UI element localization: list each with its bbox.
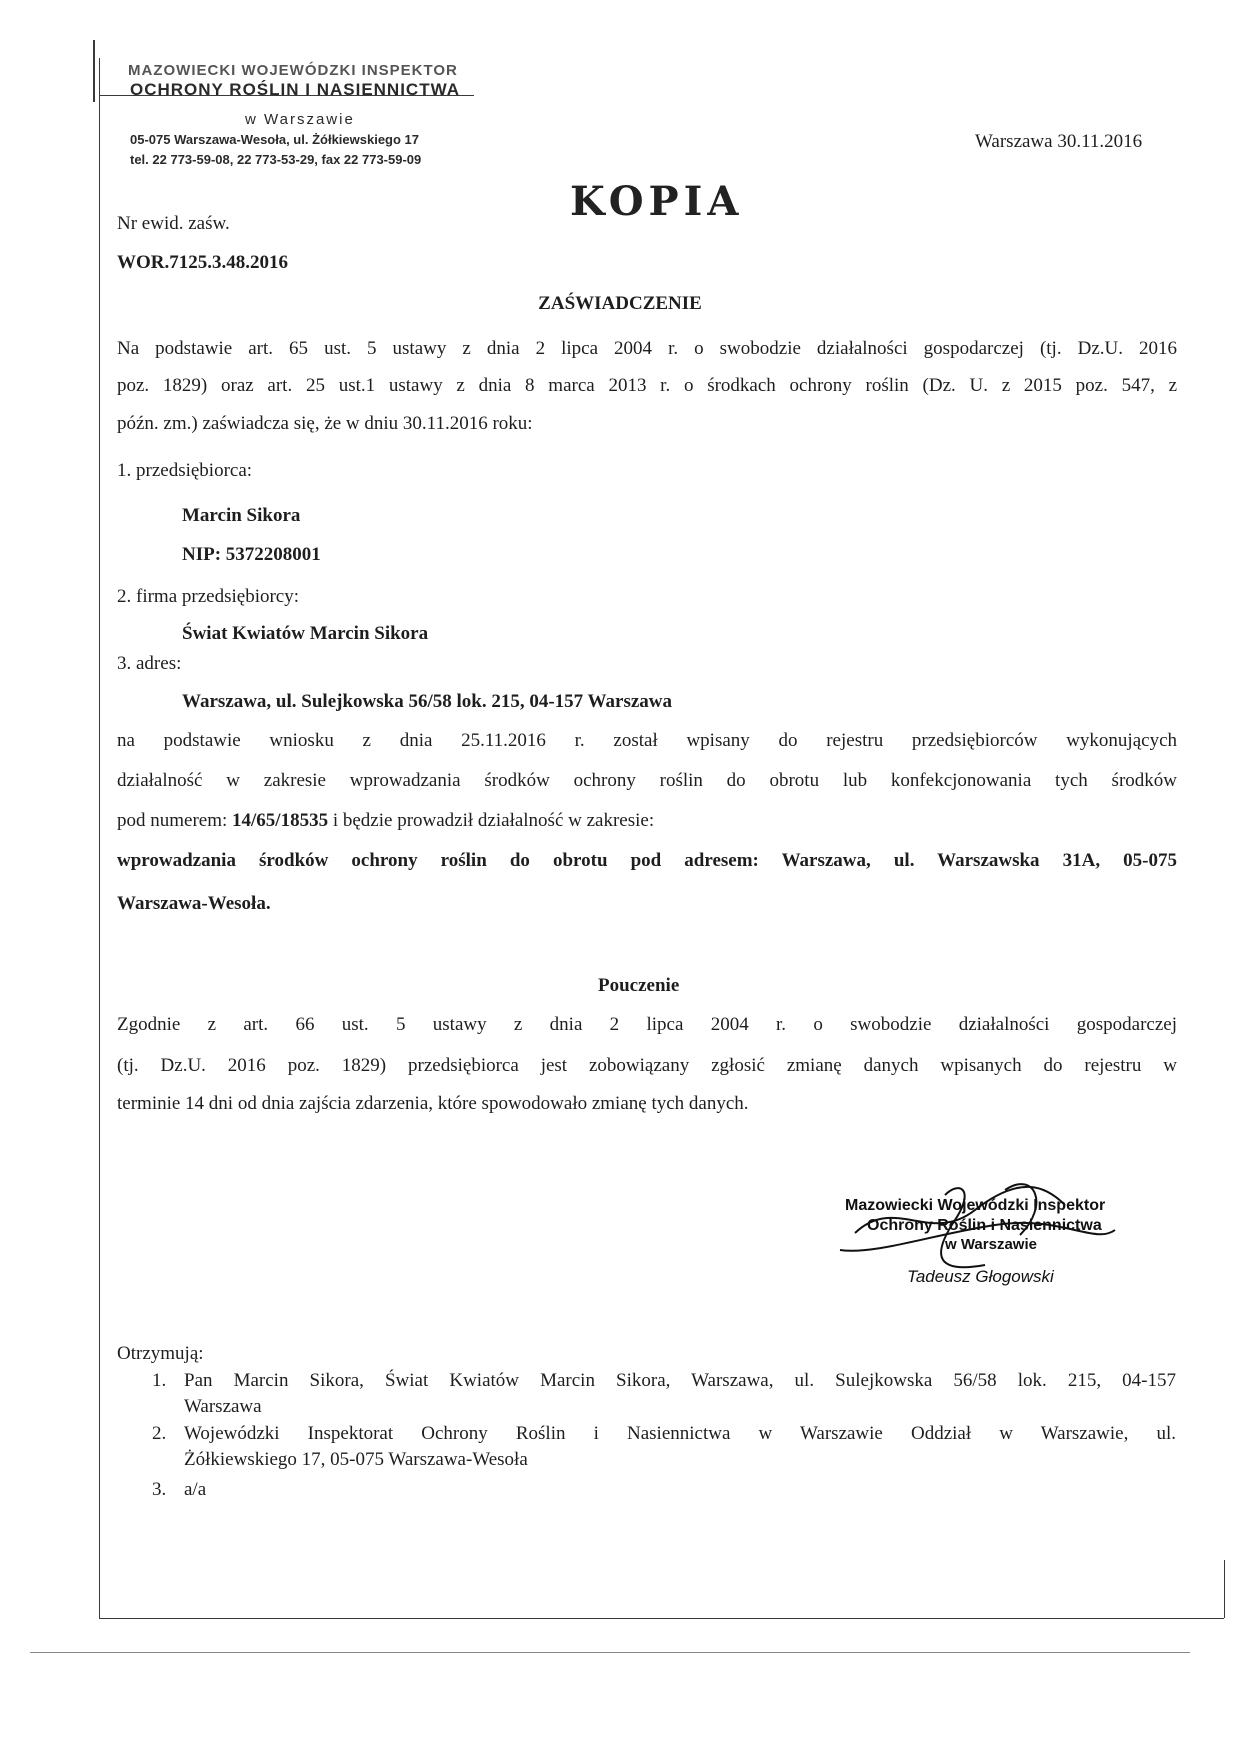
kopia-stamp: KOPIA (570, 178, 744, 225)
body-line-3-suffix: i będzie prowadził działalność w zakresie: (328, 810, 655, 831)
item-3-label: 3. adres: (117, 653, 182, 674)
notice-title: Pouczenie (598, 975, 680, 996)
item-1-label: 1. przedsiębiorca: (117, 460, 253, 481)
document-date: Warszawa 30.11.2016 (975, 131, 1143, 152)
signature-stamp (835, 1175, 1135, 1295)
register-number: 14/65/18535 (232, 810, 329, 831)
recipient-3-line-1: a/a (184, 1479, 207, 1500)
letterhead-line-1: MAZOWIECKI WOJEWÓDZKI INSPEKTOR (128, 62, 458, 79)
scan-bottom-rule (30, 1652, 1190, 1653)
recipient-3-number: 3. (152, 1479, 167, 1500)
body-line-5: Warszawa-Wesoła. (117, 893, 271, 914)
frame-top-left-bar (93, 40, 95, 102)
letterhead-phones: tel. 22 773-59-08, 22 773-53-29, fax 22 773-59-09 (130, 152, 422, 167)
recipient-1-line-1: Pan Marcin Sikora, Świat Kwiatów Marcin Sikora, Warszawa, ul. Sulejkowska 56/58 lok. 215, 04-157 (184, 1370, 1176, 1391)
frame-right-border (1224, 1560, 1225, 1618)
document-title: ZAŚWIADCZENIE (538, 293, 702, 314)
intro-line-3: późn. zm.) zaświadcza się, że w dniu 30.11.2016 roku: (117, 413, 533, 434)
registration-number: WOR.7125.3.48.2016 (117, 252, 288, 273)
signature-line-3: w Warszawie (945, 1236, 1037, 1253)
entrepreneur-name: Marcin Sikora (182, 505, 301, 526)
entrepreneur-address: Warszawa, ul. Sulejkowska 56/58 lok. 215, 04-157 Warszawa (182, 691, 672, 712)
item-2-label: 2. firma przedsiębiorcy: (117, 586, 300, 607)
intro-line-1: Na podstawie art. 65 ust. 5 ustawy z dnia 2 lipca 2004 r. o swobodzie działalności gospodarczej (tj. Dz.U. 2016 (117, 338, 1177, 359)
notice-line-3: terminie 14 dni od dnia zajścia zdarzenia, które spowodowało zmianę tych danych. (117, 1093, 749, 1114)
recipient-1-line-2: Warszawa (184, 1396, 262, 1417)
body-line-3 (117, 810, 654, 833)
recipient-2-line-2: Żółkiewskiego 17, 05-075 Warszawa-Wesoła (184, 1449, 528, 1470)
body-line-4: wprowadzania środków ochrony roślin do obrotu pod adresem: Warszawa, ul. Warszawska 31A, 05-075 (117, 850, 1177, 871)
letterhead-address: 05-075 Warszawa-Wesoła, ul. Żółkiewskiego 17 (130, 132, 420, 147)
entrepreneur-nip: NIP: 5372208001 (182, 544, 321, 565)
frame-bottom-border (99, 1618, 1224, 1619)
signature-line-1: Mazowiecki Wojewódzki Inspektor (845, 1197, 1106, 1214)
body-line-1: na podstawie wniosku z dnia 25.11.2016 r. został wpisany do rejestru przedsiębiorców wykonujących (117, 730, 1177, 751)
body-line-3-prefix: pod numerem: (117, 810, 233, 831)
body-line-2: działalność w zakresie wprowadzania środków ochrony roślin do obrotu lub konfekcjonowania tych środków (117, 770, 1177, 791)
letterhead-line-3: w Warszawie (245, 111, 355, 128)
recipients-label: Otrzymują: (117, 1343, 204, 1364)
signature-line-2: Ochrony Roślin i Nasiennictwa (867, 1217, 1102, 1234)
company-name: Świat Kwiatów Marcin Sikora (182, 623, 429, 644)
recipient-1-number: 1. (152, 1370, 167, 1391)
recipient-2-number: 2. (152, 1423, 167, 1444)
letterhead-line-2: OCHRONY ROŚLIN I NASIENNICTWA (130, 80, 460, 99)
notice-line-2: (tj. Dz.U. 2016 poz. 1829) przedsiębiorca jest zobowiązany zgłosić zmianę danych wpisanych do rejestru w (117, 1055, 1177, 1076)
notice-line-1: Zgodnie z art. 66 ust. 5 ustawy z dnia 2 lipca 2004 r. o swobodzie działalności gospodarczej (117, 1014, 1177, 1035)
intro-line-2: poz. 1829) oraz art. 25 ust.1 ustawy z dnia 8 marca 2013 r. o środkach ochrony roślin (Dz. U. z 2015 poz. 547, z (117, 375, 1177, 396)
frame-left-border (99, 58, 100, 1618)
signatory-name: Tadeusz Głogowski (907, 1267, 1054, 1286)
recipient-2-line-1: Wojewódzki Inspektorat Ochrony Roślin i Nasiennictwa w Warszawie Oddział w Warszawie, ul. (184, 1423, 1176, 1444)
registration-label: Nr ewid. zaśw. (117, 213, 230, 234)
